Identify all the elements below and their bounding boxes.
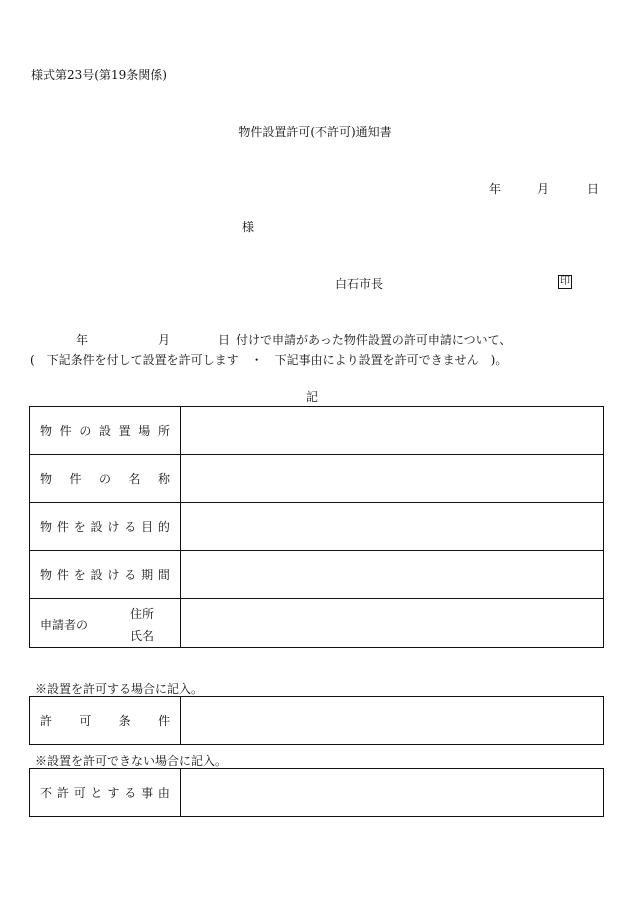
label-char: 間	[157, 568, 170, 582]
permit-note: ※設置を許可する場合に記入。	[35, 682, 204, 696]
label-char: 目	[141, 520, 154, 534]
denial-reason-table	[29, 768, 604, 817]
seal-mark: 印	[560, 276, 570, 287]
label-char: 可	[79, 714, 92, 728]
deny-note: ※設置を許可できない場合に記入。	[35, 754, 228, 768]
label-char: 物	[40, 568, 53, 582]
label-char: 由	[157, 786, 170, 800]
object-name-field[interactable]	[181, 455, 604, 503]
label-char: を	[73, 520, 86, 534]
applicant-field[interactable]	[181, 599, 604, 648]
installation-location-field[interactable]	[181, 407, 604, 455]
label-denial-reason	[30, 769, 181, 817]
table-row	[30, 599, 604, 648]
ki-heading: 記	[306, 390, 319, 404]
application-year-label: 年	[76, 333, 89, 347]
label-installation-purpose	[30, 503, 181, 551]
label-char: る	[124, 568, 137, 582]
label-char: 期	[141, 568, 154, 582]
label-char: 場	[138, 424, 151, 438]
date-day-label: 日	[587, 182, 600, 196]
label-char: 可	[73, 786, 86, 800]
application-month-label: 月	[158, 333, 171, 347]
main-details-table	[29, 406, 604, 648]
table-row	[30, 503, 604, 551]
label-char: 物	[40, 424, 53, 438]
label-char: け	[107, 568, 120, 582]
label-char: 設	[90, 568, 103, 582]
form-number: 様式第23号(第19条関係)	[31, 68, 167, 82]
label-char: 件	[69, 472, 82, 486]
label-char: 物	[40, 472, 53, 486]
installation-purpose-field[interactable]	[181, 503, 604, 551]
table-row	[30, 769, 604, 817]
label-char: と	[90, 786, 103, 800]
label-char: 件	[59, 424, 72, 438]
date-year-label: 年	[489, 182, 502, 196]
body-text-line2: ( 下記条件を付して設置を許可します ・ 下記事由により設置を許可できません )。	[30, 353, 508, 367]
label-char: 件	[157, 714, 170, 728]
label-char: 事	[141, 786, 154, 800]
label-char: け	[107, 520, 120, 534]
label-object-name	[30, 455, 181, 503]
label-char: 名	[128, 472, 141, 486]
label-char: 件	[56, 568, 69, 582]
issuer-name: 白石市長	[335, 277, 384, 291]
label-char: 的	[157, 520, 170, 534]
table-row	[30, 407, 604, 455]
label-char: 称	[157, 472, 170, 486]
installation-period-field[interactable]	[181, 551, 604, 599]
label-char: の	[79, 424, 92, 438]
label-char: の	[98, 472, 111, 486]
applicant-address-label: 住所	[130, 607, 155, 621]
application-day-label: 日	[218, 333, 231, 347]
label-char: 設	[98, 424, 111, 438]
label-char: る	[124, 786, 137, 800]
permit-conditions-field[interactable]	[181, 697, 604, 745]
applicant-name-label: 氏名	[130, 629, 155, 643]
denial-reason-field[interactable]	[181, 769, 604, 817]
table-row	[30, 551, 604, 599]
label-char: 置	[118, 424, 131, 438]
label-char: 設	[90, 520, 103, 534]
label-char: る	[124, 520, 137, 534]
date-month-label: 月	[537, 182, 550, 196]
document-title: 物件設置許可(不許可)通知書	[238, 125, 392, 139]
label-permit-conditions	[30, 697, 181, 745]
table-row	[30, 697, 604, 745]
label-installation-period	[30, 551, 181, 599]
applicant-label: 申請者の	[40, 618, 89, 632]
label-char: 所	[157, 424, 170, 438]
table-row	[30, 455, 604, 503]
label-char: す	[107, 786, 120, 800]
permit-conditions-table	[29, 696, 604, 745]
label-char: を	[73, 568, 86, 582]
label-char: 条	[118, 714, 131, 728]
addressee-honorific: 様	[242, 220, 255, 234]
label-installation-location	[30, 407, 181, 455]
label-char: 不	[40, 786, 53, 800]
body-text-line1: 付けで申請があった物件設置の許可申請について、	[236, 333, 512, 347]
label-char: 許	[56, 786, 69, 800]
label-char: 許	[40, 714, 53, 728]
label-applicant	[30, 599, 181, 648]
label-char: 件	[56, 520, 69, 534]
label-char: 物	[40, 520, 53, 534]
